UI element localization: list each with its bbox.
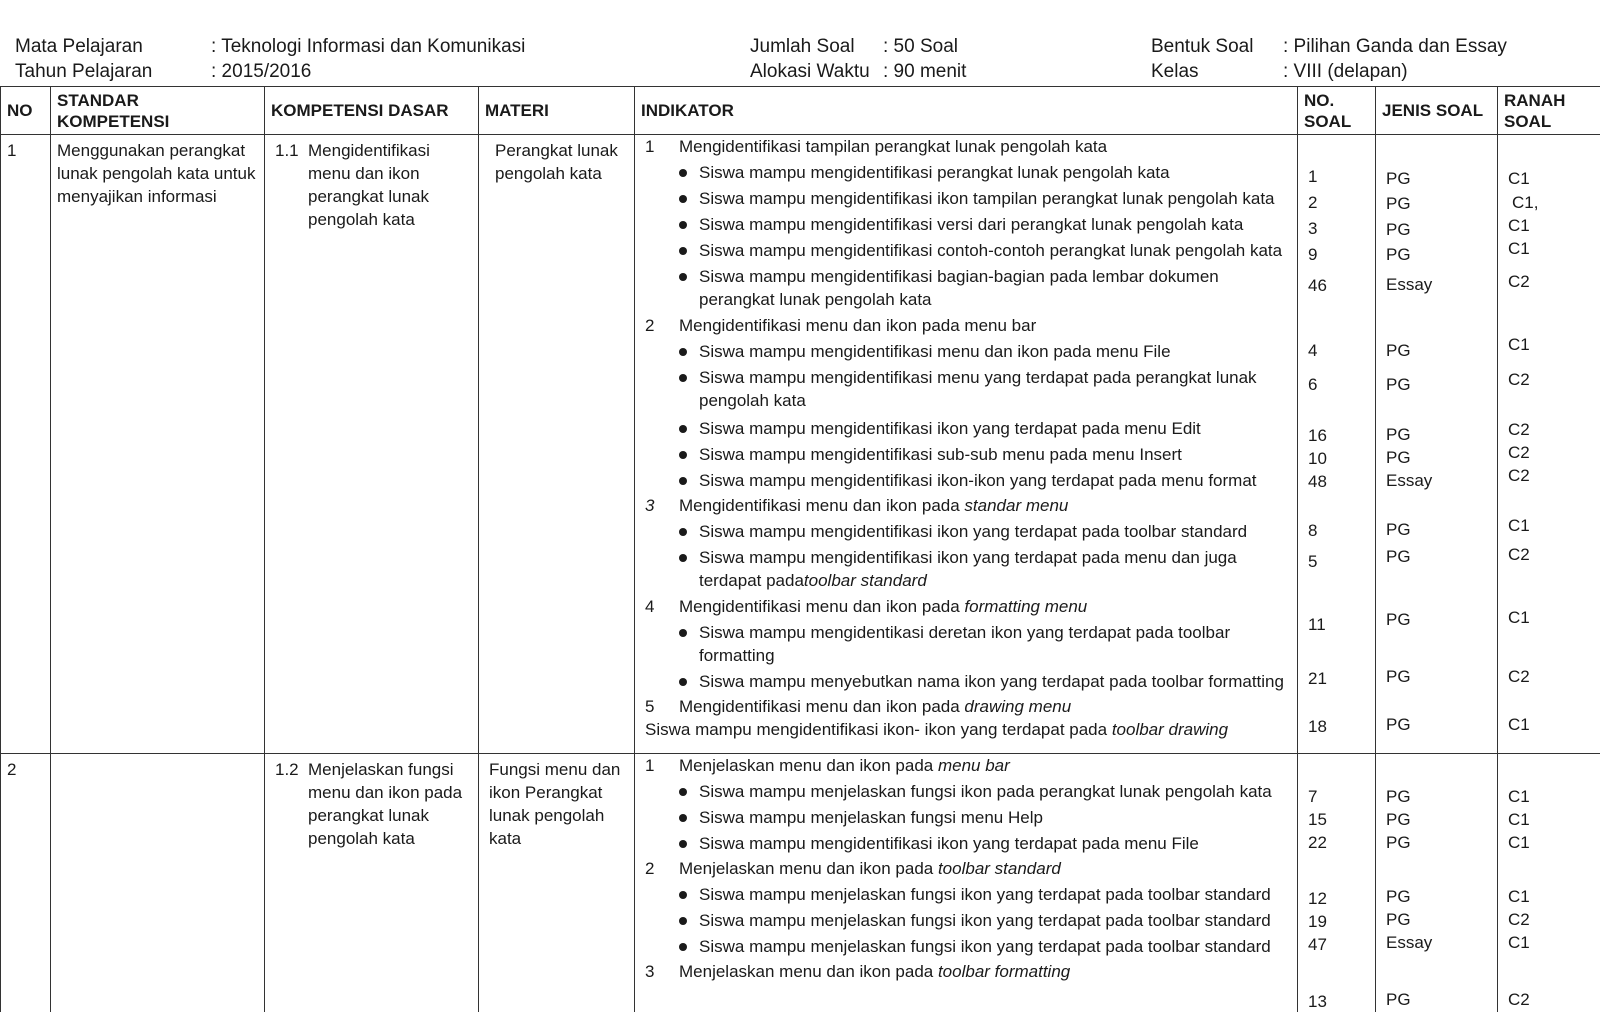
ranah-soal: C2	[1508, 667, 1530, 686]
ranah-soal: C1	[1508, 887, 1530, 906]
no-soal: 8	[1308, 521, 1318, 540]
jenis-soal: Essay	[1386, 471, 1433, 490]
ranah-soal: C1	[1508, 169, 1530, 188]
indikator-number: 3	[645, 496, 655, 515]
jenis-soal: PG	[1386, 520, 1411, 539]
no-soal: 3	[1308, 219, 1318, 238]
no-soal: 22	[1308, 833, 1327, 852]
kelas-label: Kelas	[1151, 61, 1199, 82]
bullet-icon	[679, 629, 687, 637]
jenis-soal: PG	[1386, 787, 1411, 806]
bullet-icon	[679, 678, 687, 686]
col-header-kd: KOMPETENSI DASAR	[265, 87, 479, 135]
ranah-soal: C1	[1508, 516, 1530, 535]
no-soal: 9	[1308, 245, 1318, 264]
no-soal: 5	[1308, 552, 1318, 571]
indikator-item: Siswa mampu mengidentifikasi ikon- ikon yang terdapat pada toolbar drawing	[645, 720, 1229, 739]
jenis-soal: PG	[1386, 169, 1411, 188]
jenis-soal: PG	[1386, 425, 1411, 444]
ranah-soal: C1	[1508, 239, 1530, 258]
bentuk-label: Bentuk Soal	[1151, 36, 1254, 57]
indikator-number: 4	[645, 597, 655, 616]
cell-nosoal	[1298, 135, 1376, 754]
indikator-item: Siswa mampu mengidentifikasi ikon yang terdapat pada menu dan juga	[699, 548, 1237, 567]
no-soal: 15	[1308, 810, 1327, 829]
jumlah-value: : 50 Soal	[883, 36, 958, 57]
no-soal: 46	[1308, 276, 1327, 295]
indikator-item: Siswa mampu menjelaskan fungsi ikon yang terdapat pada toolbar standard	[699, 885, 1271, 904]
table-row	[1, 754, 1600, 1012]
kd-number: 1.2	[275, 760, 299, 779]
bullet-icon	[679, 891, 687, 899]
no-soal: 13	[1308, 992, 1327, 1011]
indikator-item: Siswa mampu menjelaskan fungsi ikon yang terdapat pada toolbar standard	[699, 937, 1271, 956]
indikator-item: Siswa mampu mengidentifikasi menu dan ikon pada menu File	[699, 342, 1171, 361]
jenis-soal: PG	[1386, 990, 1411, 1009]
table-row	[1, 135, 1600, 754]
jenis-soal: PG	[1386, 547, 1411, 566]
indikator-item: Siswa mampu mengidentifikasi bagian-bagian pada lembar dokumen	[699, 267, 1219, 286]
jenis-soal: PG	[1386, 667, 1411, 686]
jenis-soal: PG	[1386, 341, 1411, 360]
table-header-row	[1, 87, 1600, 135]
indikator-heading: Mengidentifikasi menu dan ikon pada standar menu	[679, 496, 1069, 515]
no-soal: 11	[1308, 615, 1326, 634]
bullet-icon	[679, 788, 687, 796]
ranah-soal: C2	[1508, 272, 1530, 291]
jenis-soal: Essay	[1386, 275, 1433, 294]
ranah-soal: C2	[1508, 990, 1530, 1009]
col-header-materi: MATERI	[479, 87, 635, 135]
bullet-icon	[679, 840, 687, 848]
kisi-kisi-table	[0, 86, 1600, 1012]
indikator-item: Siswa mampu mengidentifikasi menu yang terdapat pada perangkat lunak	[699, 368, 1257, 387]
ranah-soal: C1	[1508, 833, 1530, 852]
cell-nosoal	[1298, 754, 1376, 1012]
no-soal: 10	[1308, 449, 1327, 468]
bullet-icon	[679, 348, 687, 356]
jenis-soal: PG	[1386, 448, 1411, 467]
ranah-soal: C2	[1508, 910, 1530, 929]
cell-sk	[51, 754, 265, 1012]
bullet-icon	[679, 273, 687, 281]
indikator-item: Siswa mampu menjelaskan fungsi ikon pada perangkat lunak pengolah kata	[699, 782, 1272, 801]
indikator-heading: Menjelaskan menu dan ikon pada toolbar standard	[679, 859, 1061, 878]
cell-kd	[265, 135, 479, 754]
cell-no: 1	[1, 135, 51, 754]
indikator-item: Siswa mampu mengidentifikasi ikon yang terdapat pada toolbar standard	[699, 522, 1248, 541]
kd-text: Mengidentifikasi menu dan ikon perangkat lunak pengolah kata	[308, 141, 430, 229]
indikator-item-cont: terdapat padatoolbar standard	[699, 571, 927, 590]
kd-number: 1.1	[275, 141, 299, 160]
indikator-item-cont: pengolah kata	[699, 391, 806, 410]
bullet-icon	[679, 477, 687, 485]
indikator-item: Siswa mampu mengidentikasi deretan ikon yang terdapat pada toolbar	[699, 623, 1231, 642]
indikator-item: Siswa mampu mengidentifikasi ikon-ikon yang terdapat pada menu format	[699, 471, 1257, 490]
jenis-soal: Essay	[1386, 933, 1433, 952]
no-soal: 48	[1308, 472, 1327, 491]
col-header-no: NO	[1, 87, 51, 135]
indikator-heading: Mengidentifikasi menu dan ikon pada formatting menu	[679, 597, 1088, 616]
ranah-soal: C1	[1508, 335, 1530, 354]
no-soal: 19	[1308, 912, 1327, 931]
ranah-soal: C2	[1508, 466, 1530, 485]
cell-jenis	[1376, 135, 1498, 754]
indikator-heading: Mengidentifikasi menu dan ikon pada drawing menu	[679, 697, 1072, 716]
jumlah-label: Jumlah Soal	[750, 36, 855, 57]
bullet-icon	[679, 374, 687, 382]
indikator-number: 5	[645, 697, 655, 716]
bentuk-value: : Pilihan Ganda dan Essay	[1283, 36, 1507, 57]
jenis-soal: PG	[1386, 810, 1411, 829]
no-soal: 7	[1308, 787, 1318, 806]
cell-no: 2	[1, 754, 51, 1012]
bullet-icon	[679, 221, 687, 229]
jenis-soal: PG	[1386, 887, 1411, 906]
col-header-indikator: INDIKATOR	[635, 87, 1298, 135]
bullet-icon	[679, 917, 687, 925]
indikator-item: Siswa mampu mengidentifikasi perangkat lunak pengolah kata	[699, 163, 1170, 182]
ranah-soal: C1	[1508, 608, 1530, 627]
indikator-item: Siswa mampu menjelaskan fungsi menu Help	[699, 808, 1043, 827]
bullet-icon	[679, 247, 687, 255]
jenis-soal: PG	[1386, 245, 1411, 264]
ranah-soal: C1	[1508, 787, 1530, 806]
cell-ranah	[1498, 754, 1600, 1012]
no-soal: 6	[1308, 375, 1318, 394]
no-soal: 2	[1308, 193, 1318, 212]
jenis-soal: PG	[1386, 610, 1411, 629]
jenis-soal: PG	[1386, 833, 1411, 852]
no-soal: 4	[1308, 341, 1318, 360]
cell-materi: Fungsi menu dan ikon Perangkat lunak pengolah kata	[479, 754, 635, 1012]
bullet-icon	[679, 943, 687, 951]
cell-indikator	[635, 754, 1298, 1012]
jenis-soal: PG	[1386, 220, 1411, 239]
indikator-number: 3	[645, 962, 655, 981]
ranah-soal: C1	[1508, 715, 1530, 734]
bullet-icon	[679, 814, 687, 822]
jenis-soal: PG	[1386, 910, 1411, 929]
indikator-item-cont: formatting	[699, 646, 775, 665]
no-soal: 12	[1308, 889, 1327, 908]
indikator-item: Siswa mampu menjelaskan fungsi ikon yang terdapat pada toolbar standard	[699, 911, 1271, 930]
cell-jenis	[1376, 754, 1498, 1012]
jenis-soal: PG	[1386, 375, 1411, 394]
bullet-icon	[679, 425, 687, 433]
indikator-item: Siswa mampu mengidentifikasi ikon yang terdapat pada menu Edit	[699, 419, 1201, 438]
col-header-ranah: RANAH SOAL	[1498, 87, 1600, 135]
ranah-soal: C2	[1508, 370, 1530, 389]
ranah-soal: C2	[1508, 545, 1530, 564]
indikator-number: 1	[645, 137, 655, 156]
indikator-number: 2	[645, 859, 655, 878]
ranah-soal: C1	[1508, 810, 1530, 829]
indikator-item-cont: perangkat lunak pengolah kata	[699, 290, 932, 309]
ranah-soal: C1	[1508, 216, 1530, 235]
indikator-item: Siswa mampu mengidentifikasi versi dari perangkat lunak pengolah kata	[699, 215, 1244, 234]
bullet-icon	[679, 528, 687, 536]
indikator-number: 1	[645, 756, 655, 775]
tahun-value: : 2015/2016	[211, 61, 312, 82]
indikator-heading: Mengidentifikasi tampilan perangkat lunak pengolah kata	[679, 137, 1108, 156]
col-header-jenis: JENIS SOAL	[1376, 87, 1498, 135]
cell-sk: Menggunakan perangkat lunak pengolah kata untuk menyajikan informasi	[51, 135, 265, 754]
tahun-label: Tahun Pelajaran	[15, 61, 153, 82]
indikator-item: Siswa mampu mengidentifikasi sub-sub menu pada menu Insert	[699, 445, 1182, 464]
no-soal: 18	[1308, 717, 1327, 736]
bullet-icon	[679, 195, 687, 203]
cell-materi: Perangkat lunak pengolah kata	[479, 135, 635, 754]
cell-kd	[265, 754, 479, 1012]
mapel-label: Mata Pelajaran	[15, 36, 143, 57]
indikator-item: Siswa mampu menyebutkan nama ikon yang terdapat pada toolbar formatting	[699, 672, 1284, 691]
bullet-icon	[679, 554, 687, 562]
alokasi-label: Alokasi Waktu	[750, 61, 870, 82]
no-soal: 1	[1308, 167, 1318, 186]
cell-ranah	[1498, 135, 1600, 754]
indikator-heading: Menjelaskan menu dan ikon pada menu bar	[679, 756, 1010, 775]
ranah-soal: C2	[1508, 420, 1530, 439]
jenis-soal: PG	[1386, 194, 1411, 213]
no-soal: 47	[1308, 935, 1327, 954]
kelas-value: : VIII (delapan)	[1283, 61, 1408, 82]
indikator-item: Siswa mampu mengidentifikasi ikon tampilan perangkat lunak pengolah kata	[699, 189, 1275, 208]
indikator-number: 2	[645, 316, 655, 335]
indikator-item: Siswa mampu mengidentifikasi contoh-contoh perangkat lunak pengolah kata	[699, 241, 1283, 260]
kd-text: Menjelaskan fungsi menu dan ikon pada perangkat lunak pengolah kata	[308, 760, 463, 848]
bullet-icon	[679, 169, 687, 177]
indikator-heading: Menjelaskan menu dan ikon pada toolbar formatting	[679, 962, 1071, 981]
no-soal: 16	[1308, 426, 1327, 445]
ranah-soal: C2	[1508, 443, 1530, 462]
cell-indikator	[635, 135, 1298, 754]
jenis-soal: PG	[1386, 715, 1411, 734]
ranah-soal: C1	[1508, 933, 1530, 952]
alokasi-value: : 90 menit	[883, 61, 967, 82]
indikator-item: Siswa mampu mengidentifikasi ikon yang terdapat pada menu File	[699, 834, 1199, 853]
mapel-value: : Teknologi Informasi dan Komunikasi	[211, 36, 526, 57]
col-header-sk: STANDAR KOMPETENSI	[51, 87, 265, 135]
bullet-icon	[679, 451, 687, 459]
indikator-heading: Mengidentifikasi menu dan ikon pada menu bar	[679, 316, 1037, 335]
ranah-soal: C1,	[1512, 193, 1539, 212]
no-soal: 21	[1308, 669, 1327, 688]
col-header-nosoal: NO. SOAL	[1298, 87, 1376, 135]
